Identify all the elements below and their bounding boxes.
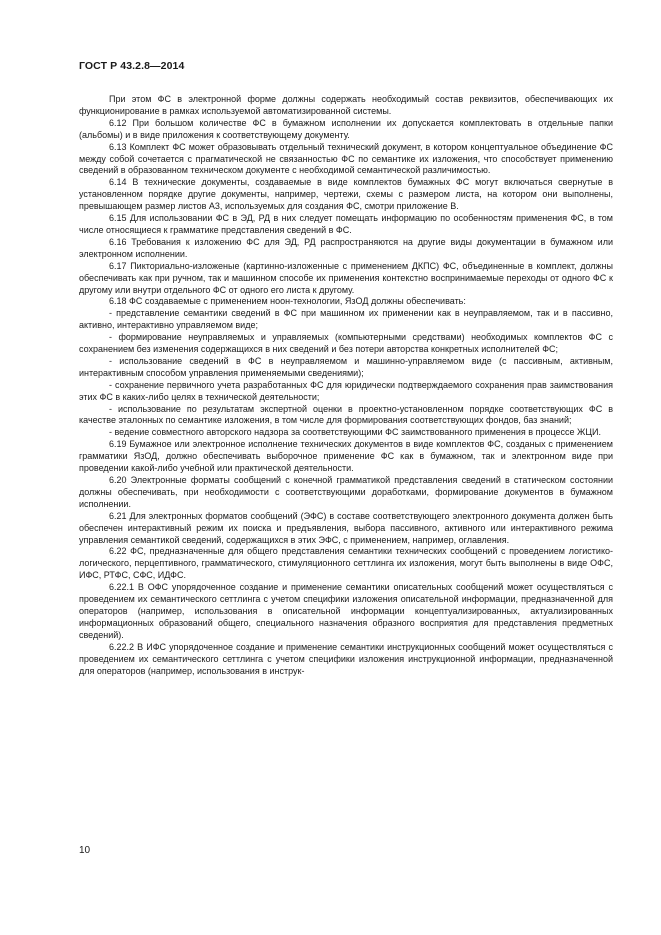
page-header: ГОСТ Р 43.2.8—2014 [79, 60, 185, 72]
list-item: - формирование неуправляемых и управляемых (компьютерными средствами) необходимых комплектов ФС с сохранением без изменения содержащихся в них сведений и без потери авторства конкретных исполнителей ФС; [79, 332, 613, 355]
paragraph: 6.22 ФС, предназначенные для общего представления семантики технических сообщений с проведением логистико-логического, перцептивного, грамматического, стимуляционного сеттлинга их изложения, могут быть выполнены в виде ОФС, ИФС, РТФС, СФС, ИДФС. [79, 546, 613, 581]
paragraph: 6.15 Для использовании ФС в ЭД, РД в них следует помещать информацию по особенностям применения ФС, в том числе относящиеся к грамматике представления сведений в ФС. [79, 213, 613, 235]
paragraph: 6.22.2 В ИФС упорядоченное создание и применение семантики инструкционных сообщений может осуществляться с проведением их семантического сеттлинга с учетом специфики изложения инструкционной информации, предназначенной для операторов (например, использования в инструк- [79, 641, 613, 676]
paragraph: 6.17 Пикториально-изложеные (картинно-изложенные с применением ДКПС) ФС, объединенные в комплект, должны обеспечивать как при ручном, так и машинном способе их применения контекстно воспринимаемые переходы от одного ФС к другому или внутри отдельного ФС от одного его листа к другому. [79, 260, 613, 295]
page-number: 10 [79, 845, 91, 856]
paragraph: 6.20 Электронные форматы сообщений с конечной грамматикой представления сведений в статическом состоянии должны обеспечивать, при необходимости с соответствующими доработками, формирование документов в бумажном исполнении. [79, 475, 613, 509]
list-item: - использование сведений в ФС в неуправляемом и машинно-управляемом виде (с пассивным, активным, интерактивным способом управления применяемыми сведениями); [79, 355, 613, 378]
paragraph: 6.21 Для электронных форматов сообщений (ЭФС) в составе соответствующего электронного документа должен быть обеспечен интерактивный режим их поиска и предъявления, выбора пассивного, активного или интерактивного режима управления семантикой сведений, содержащихся в этих ЭФС, с применением, например, оглавления. [79, 510, 613, 545]
list-item: - сохранение первичного учета разработанных ФС для юридически подтверждаемого сохранения прав заимствования этих ФС в каких-либо целях в технической деятельности; [79, 379, 613, 402]
paragraph: 6.14 В технические документы, создаваемые в виде комплектов бумажных ФС могут включаться свернутые в установленном порядке другие документы, например, чертежи, схемы с размером листа, на котором они выполнены, превышающем размер листов А3, используемых для создания ФС, смотри приложение В. [79, 177, 613, 212]
list-item: - использование по результатам экспертной оценки в проектно-установленном порядке соответствующих ФС в качестве эталонных по семантике изложения, в том числе для формирования соответствующих фондов, баз знаний; [79, 403, 613, 426]
paragraph: 6.22.1 В ОФС упорядоченное создание и применение семантики описательных сообщений может осуществляться с проведением их семантического сеттлинга с учетом специфики изложения описательной информации, предназначенной для операторов (например, использования в описательной информации концептуализированных, актуализированных информационных образований общего, специального назначения образного восприятия для представления предметных сведений). [79, 582, 613, 640]
document-body [79, 94, 613, 677]
paragraph: При этом ФС в электронной форме должны содержать необходимый состав реквизитов, обеспечивающих их функционирование в рамках используемой автоматизированной системы. [79, 94, 613, 116]
paragraph: 6.19 Бумажное или электронное исполнение технических документов в виде комплектов ФС, созданых с применением грамматики ЯзОД, должно обеспечивать выборочное применение ФС как в бумажном, так и электронном виде при проведении какой-либо учебной или практической деятельности. [79, 439, 613, 474]
paragraph: 6.16 Требования к изложению ФС для ЭД, РД распространяются на другие виды документации в бумажном или электронном исполнении. [79, 236, 613, 259]
paragraph: 6.18 ФС создаваемые с применением ноон-технологии, ЯзОД должны обеспечивать: [109, 296, 466, 307]
paragraph: 6.12 При большом количестве ФС в бумажном исполнении их допускается комплектовать в отдельные папки (альбомы) и в виде приложения к соответствующему документу. [79, 117, 613, 140]
list-item: - представление семантики сведений в ФС при машинном их применении как в неуправляемом, так и в пассивно, активно, интерактивно управляемом виде; [79, 308, 613, 331]
list-item: - ведение совместного авторского надзора за соответствующими ФС заимствованного применения в процессе ЖЦИ. [109, 427, 601, 438]
paragraph: 6.13 Комплект ФС может образовывать отдельный технический документ, в котором концептуальное объединение ФС между собой сочетается с прагматической не связанностью ФС по семантике их изложения, что способствует применению сведений в образованном техническом документе с необходимой семантической различимостью. [79, 141, 613, 176]
